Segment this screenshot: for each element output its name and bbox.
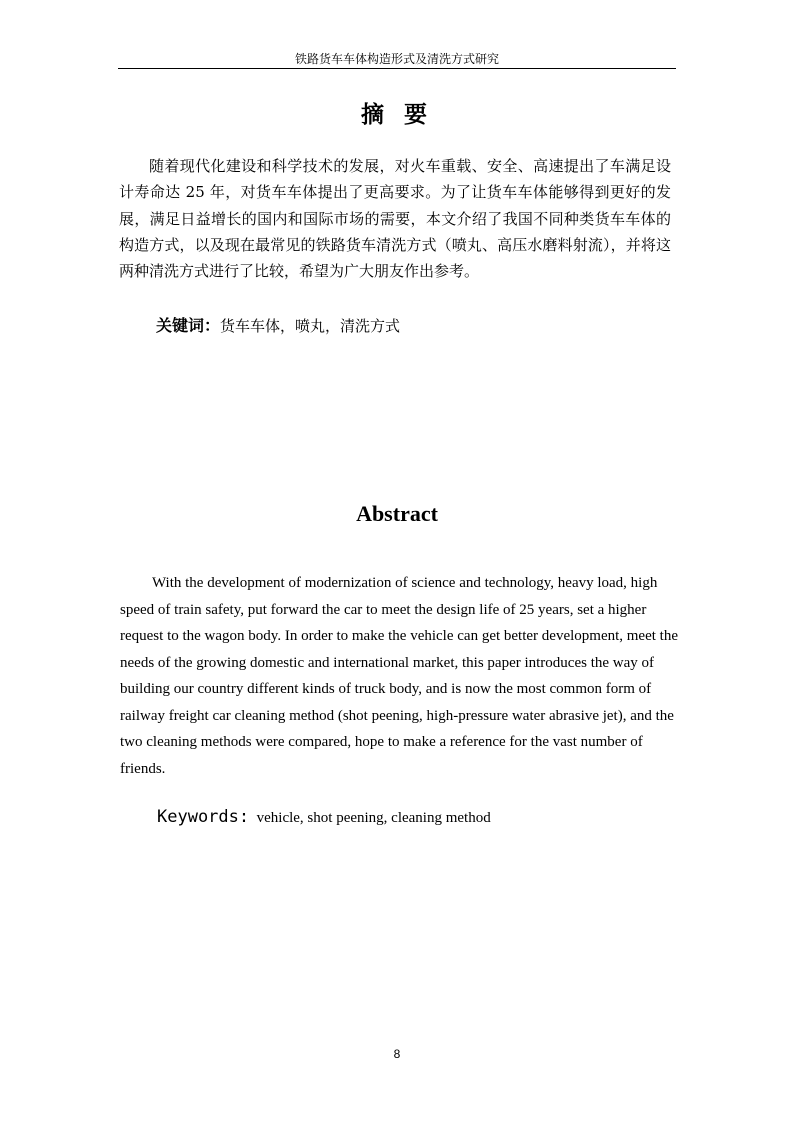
- header-divider: [118, 68, 676, 69]
- page-number: 8: [393, 1047, 401, 1061]
- chinese-keywords: [156, 313, 400, 336]
- chinese-keywords-label: 关键词：: [156, 316, 221, 335]
- english-keywords-label: Keywords:: [157, 807, 250, 827]
- chinese-keywords-text: 货车车体，喷丸，清洗方式: [220, 317, 401, 335]
- english-keywords-text: vehicle, shot peening, cleaning method: [256, 810, 491, 826]
- english-abstract-title: Abstract: [356, 501, 438, 526]
- english-keywords: [157, 807, 491, 827]
- english-abstract-body: With the development of modernization of science and technology, heavy load, high speed of train safety, put forward the car to meet the design life of 25 years, set a higher request to the wagon body. In order to make the vehicle can get better development, meet the needs of the growing domestic and international market, this paper introduces the way of building our country different kinds of truck body, and is now the most common form of railway freight car cleaning method (shot peening, high-pressure water abrasive jet), and the two cleaning methods were compared, hope to make a reference for the vast number of friends.: [120, 575, 678, 777]
- chinese-abstract-title: 摘 要: [360, 102, 433, 128]
- chinese-abstract-body: 随着现代化建设和科学技术的发展，对火车重载、安全、高速提出了车满足设计寿命达 25 年，对货车车体提出了更高要求。为了让货车车体能够得到更好的发展，满足日益增长的国内和国际市场的需要，本文介绍了我国不同种类货车车体的构造方式，以及现在最常见的铁路货车清洗方式（喷丸、高压水磨料射流），并将这两种清洗方式进行了比较，希望为广大朋友作出参考。: [119, 157, 671, 281]
- running-header: 铁路货车车体构造形式及清洗方式研究: [294, 52, 499, 66]
